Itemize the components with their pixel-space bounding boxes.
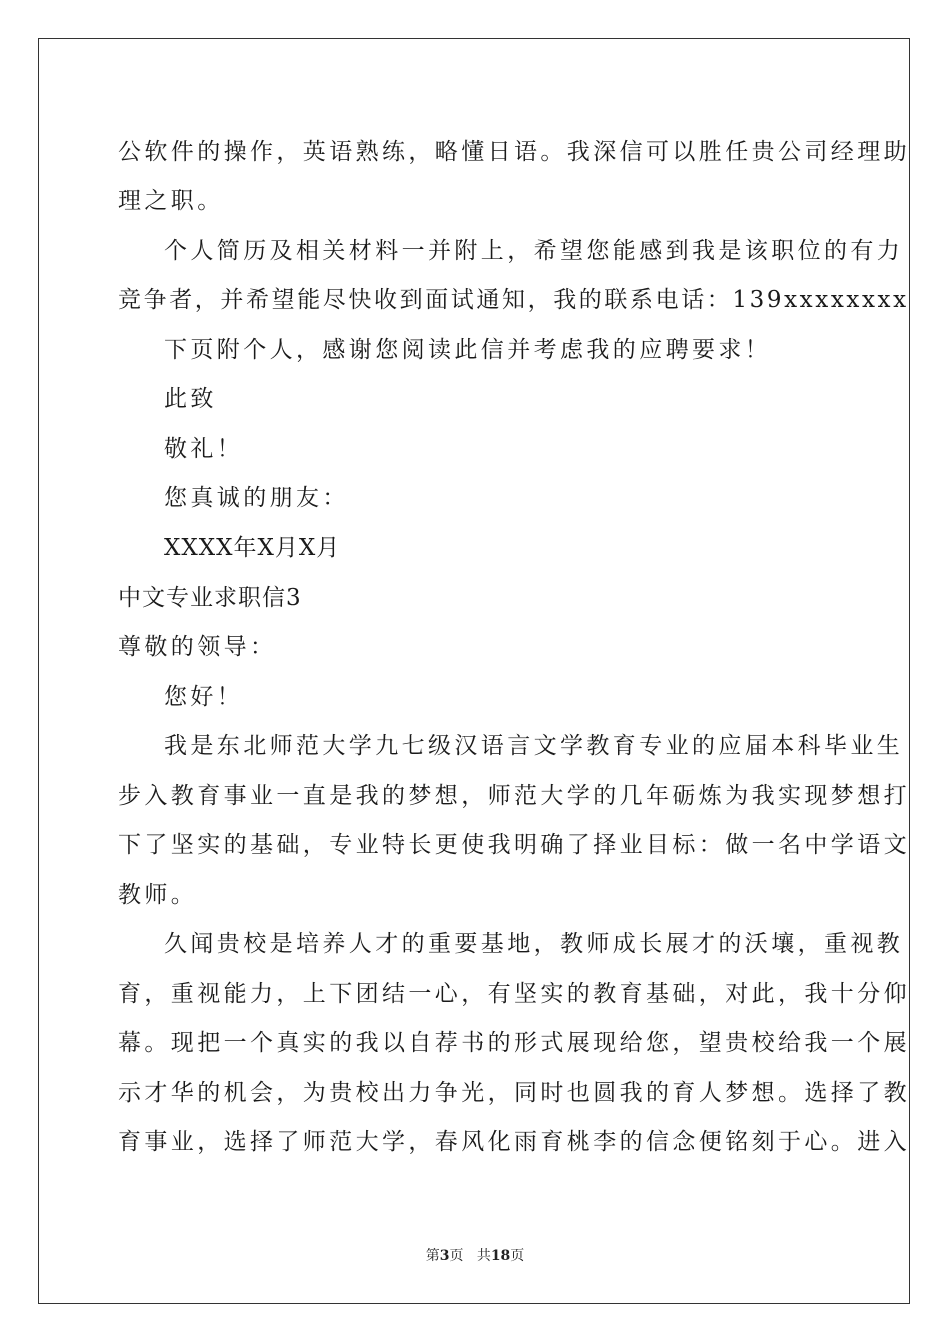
text-line: 下了坚实的基础，专业特长更使我明确了择业目标：做一名中学语文 [118, 832, 910, 858]
text-line: 幕。现把一个真实的我以自荐书的形式展现给您，望贵校给我一个展 [118, 1030, 910, 1056]
text-line: 我是东北师范大学九七级汉语言文学教育专业的应届本科毕业生 [164, 733, 904, 759]
total-page-number: 18 [490, 1248, 511, 1264]
footer-prefix: 第 [425, 1248, 440, 1264]
text-line: 久闻贵校是培养人才的重要基地，教师成长展才的沃壤，重视教 [164, 931, 904, 957]
text-line: 竞争者，并希望能尽快收到面试通知，我的联系电话：139xxxxxxxx [118, 287, 909, 313]
footer-total-suffix: 页 [510, 1248, 525, 1264]
text-line: 个人简历及相关材料一并附上，希望您能感到我是该职位的有力 [164, 238, 904, 264]
text-line: 教师。 [118, 882, 198, 908]
text-line: 理之职。 [118, 188, 224, 214]
section-heading: 中文专业求职信3 [118, 585, 302, 611]
text-line: 您真诚的朋友： [164, 485, 349, 511]
footer-page-suffix: 页 [449, 1248, 464, 1264]
page-footer [0, 1247, 950, 1265]
salutation: 尊敬的领导： [118, 634, 277, 660]
text-line: 育，重视能力，上下团结一心，有坚实的教育基础，对此，我十分仰 [118, 981, 910, 1007]
text-line: 下页附个人，感谢您阅读此信并考虑我的应聘要求！ [164, 337, 772, 363]
text-line: 敬礼！ [164, 436, 244, 462]
text-line: 步入教育事业一直是我的梦想，师范大学的几年砺炼为我实现梦想打 [118, 783, 910, 809]
date-line: XXXX年X月X月 [164, 535, 341, 561]
current-page-number: 3 [439, 1248, 450, 1264]
text-line: 此致 [164, 386, 217, 412]
page-border [38, 38, 910, 1304]
text-line: 公软件的操作，英语熟练，略懂日语。我深信可以胜任贵公司经理助 [118, 139, 910, 165]
footer-total-prefix: 共 [476, 1248, 491, 1264]
text-line: 示才华的机会，为贵校出力争光，同时也圆我的育人梦想。选择了教 [118, 1080, 910, 1106]
greeting: 您好！ [164, 684, 244, 710]
text-line: 育事业，选择了师范大学，春风化雨育桃李的信念便铭刻于心。进入 [118, 1129, 910, 1155]
